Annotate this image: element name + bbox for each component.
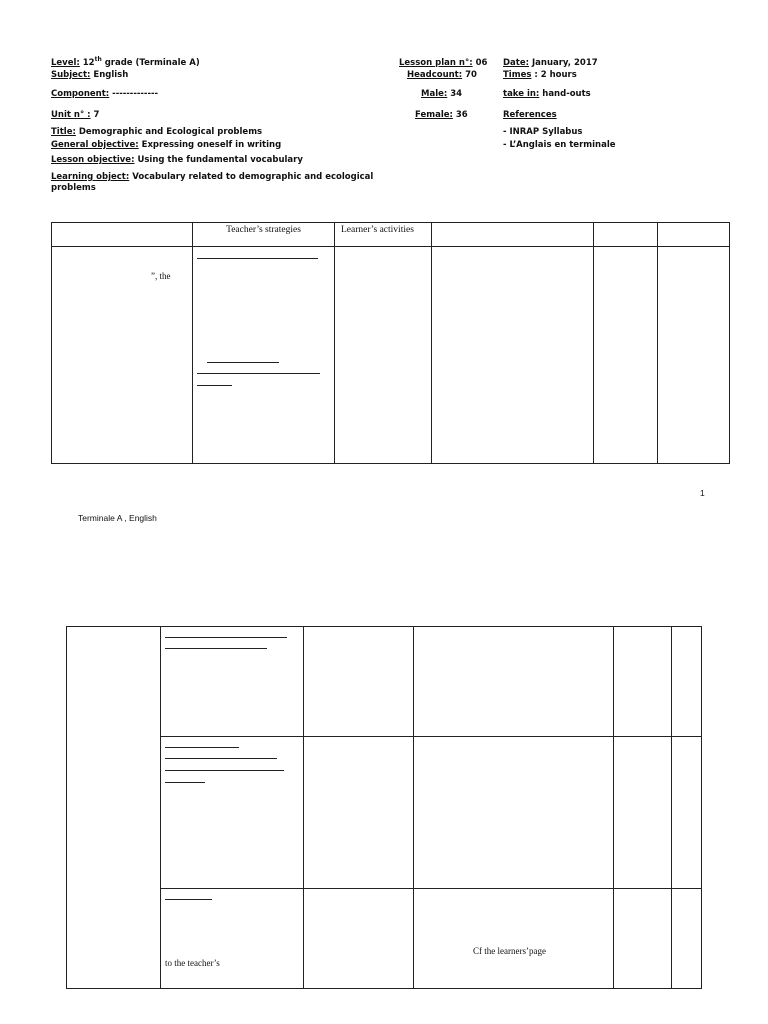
- takein-line: [503, 89, 591, 100]
- table1-learner-cell: [335, 247, 432, 464]
- male-label: Male:: [421, 89, 448, 99]
- general-objective-line: [51, 140, 281, 151]
- lesson-table-1: [51, 222, 730, 464]
- blank-line: [165, 747, 239, 748]
- references-label: References: [503, 110, 557, 120]
- table2-teacher-cell-3: [161, 889, 304, 989]
- table1-teacher-cell: [193, 247, 335, 464]
- level-label: Level:: [51, 58, 80, 68]
- title-label: Title:: [51, 127, 76, 137]
- reference-item-1: - INRAP Syllabus: [503, 127, 583, 137]
- lesson-plan-value: 06: [472, 58, 488, 68]
- level-line: [51, 58, 200, 69]
- table1-header-col4: [432, 223, 594, 247]
- table2-col5-cell-1: [614, 627, 672, 737]
- takein-value: hand-outs: [539, 89, 591, 99]
- title-value: Demographic and Ecological problems: [75, 127, 263, 137]
- table2-col4-cell-3: [414, 889, 614, 989]
- times-label: Times: [503, 70, 532, 80]
- female-line: [415, 110, 468, 121]
- lesson-objective-value: Using the fundamental vocabulary: [134, 155, 303, 165]
- table1-header-col6: [658, 223, 730, 247]
- title-line: [51, 127, 262, 138]
- blank-line: [165, 770, 284, 771]
- references-heading: [503, 110, 557, 121]
- table1-col6-cell: [658, 247, 730, 464]
- unit-line: [51, 110, 99, 121]
- female-value: 36: [452, 110, 468, 120]
- learning-object-value: Vocabulary related to demographic and ecological: [129, 172, 374, 182]
- general-objective-label: General objective:: [51, 140, 139, 150]
- learning-object-line: [51, 172, 373, 183]
- learners-page-reference: Cf the learners’page: [473, 946, 546, 956]
- component-value: -------------: [109, 89, 159, 99]
- takein-label: take in:: [503, 89, 540, 99]
- date-line: [503, 58, 598, 69]
- component-line: [51, 89, 158, 100]
- unit-value: 7: [90, 110, 100, 120]
- table1-col5-cell: [594, 247, 658, 464]
- blank-line: [207, 362, 279, 363]
- times-value: : 2 hours: [531, 70, 577, 80]
- lesson-objective-label: Lesson objective:: [51, 155, 135, 165]
- blank-line: [197, 385, 232, 386]
- blank-line: [165, 637, 287, 638]
- table2-learner-cell-1: [304, 627, 414, 737]
- blank-line: [165, 648, 267, 649]
- unit-label: Unit n° :: [51, 110, 91, 120]
- headcount-value: 70: [462, 70, 477, 80]
- lesson-table-2: [66, 626, 702, 989]
- table2-stage-cell: [67, 627, 161, 989]
- level-value-post: grade (Terminale A): [101, 58, 200, 68]
- learning-object-line-2: [51, 183, 96, 194]
- table2-col6-cell-2: [672, 737, 702, 889]
- headcount-label: Headcount:: [407, 70, 463, 80]
- male-line: [421, 89, 462, 100]
- table2-teacher-fragment: to the teacher’s: [165, 958, 220, 968]
- headcount-line: [407, 70, 477, 81]
- table2-teacher-cell-1: [161, 627, 304, 737]
- level-value-pre: 12: [79, 58, 95, 68]
- lesson-plan-label: Lesson plan n°:: [399, 58, 473, 68]
- learning-object-label: Learning object:: [51, 172, 130, 182]
- table2-teacher-cell-2: [161, 737, 304, 889]
- table1-header-stage: [52, 223, 193, 247]
- table2-learner-cell-3: [304, 889, 414, 989]
- table1-col4-cell: [432, 247, 594, 464]
- table2-learner-cell-2: [304, 737, 414, 889]
- subject-value: English: [90, 70, 129, 80]
- page-number: 1: [700, 488, 705, 498]
- table1-header-learner: Learner’s activities: [335, 223, 432, 247]
- times-line: [503, 70, 577, 81]
- male-value: 34: [447, 89, 463, 99]
- lesson-plan-line: [399, 58, 487, 69]
- date-value: January, 2017: [529, 58, 598, 68]
- blank-line: [165, 782, 205, 783]
- table1-header-col5: [594, 223, 658, 247]
- general-objective-value: Expressing oneself in writing: [138, 140, 282, 150]
- blank-line: [165, 758, 277, 759]
- component-label: Component:: [51, 89, 110, 99]
- blank-line: [197, 373, 320, 374]
- table1-header-teacher: Teacher’s strategies: [193, 223, 335, 247]
- blank-line: [197, 258, 318, 259]
- table1-stage-cell: [52, 247, 193, 464]
- lesson-objective-line: [51, 155, 303, 166]
- subject-label: Subject:: [51, 70, 91, 80]
- learning-object-value-2: problems: [51, 183, 96, 193]
- table2-col6-cell-1: [672, 627, 702, 737]
- table2-col5-cell-3: [614, 889, 672, 989]
- blank-line: [165, 899, 212, 900]
- female-label: Female:: [415, 110, 453, 120]
- subject-line: [51, 70, 128, 81]
- reference-item-2: - L’Anglais en terminale: [503, 140, 616, 150]
- table2-col4-cell-2: [414, 737, 614, 889]
- date-label: Date:: [503, 58, 530, 68]
- level-sup: th: [94, 56, 102, 64]
- footer-text: Terminale A , English: [78, 513, 157, 523]
- table2-col5-cell-2: [614, 737, 672, 889]
- table2-col4-cell-1: [414, 627, 614, 737]
- table2-col6-cell-3: [672, 889, 702, 989]
- table1-stage-fragment: ”, the: [151, 271, 171, 281]
